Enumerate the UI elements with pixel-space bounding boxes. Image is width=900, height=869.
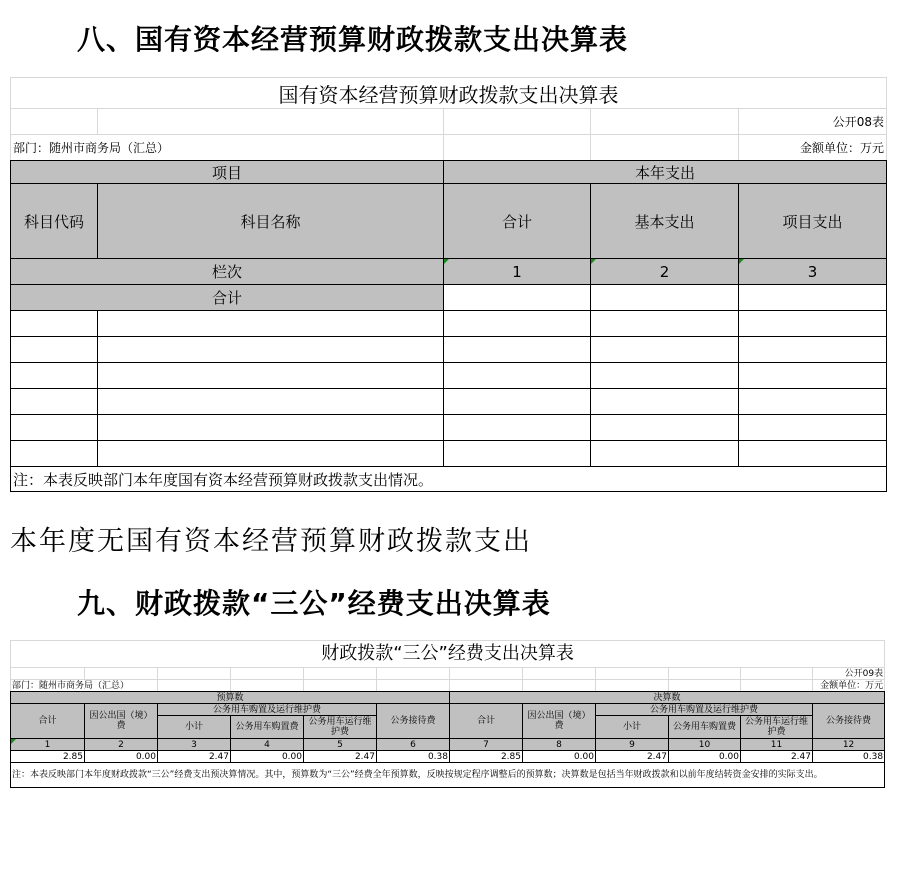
header-subject-name: 科目名称 [98, 184, 444, 259]
header-total: 合计 [11, 704, 85, 739]
value-cell: 2.47 [304, 751, 377, 763]
table-note: 注：本表反映部门本年度财政拨款“三公”经费支出预决算情况。其中，预算数为“三公”经费全年预算数，反映按规定程序调整后的预算数；决算数是包括当年财政拨款和以前年度结转资金安排的实际支出。 [11, 763, 885, 788]
table-row [11, 337, 887, 363]
column-index-1: 1 [444, 259, 591, 285]
column-index: 10 [669, 739, 741, 751]
column-index: 6 [377, 739, 450, 751]
header-vehicle: 公务用车购置及运行维护费 [158, 704, 377, 716]
column-index: 11 [741, 739, 813, 751]
section9-heading: 九、财政拨款“三公”经费支出决算表 [77, 587, 551, 620]
header-total: 合计 [444, 184, 591, 259]
header-annual-expense: 本年支出 [444, 161, 887, 184]
value-cell: 0.00 [523, 751, 596, 763]
column-index: 1 [11, 739, 85, 751]
header-vehicle-running: 公务用车运行维护费 [304, 716, 377, 739]
value-cell: 0.38 [377, 751, 450, 763]
column-index-3: 3 [739, 259, 887, 285]
header-final: 决算数 [450, 692, 885, 704]
table-row [11, 389, 887, 415]
header-vehicle-purchase: 公务用车购置费 [669, 716, 741, 739]
header-total: 合计 [450, 704, 523, 739]
column-index-label: 栏次 [11, 259, 444, 285]
column-index: 3 [158, 739, 231, 751]
table-row [11, 751, 885, 763]
amount-unit: 金额单位：万元 [739, 135, 887, 161]
column-index: 5 [304, 739, 377, 751]
state-capital-expense-table [10, 77, 887, 492]
value-cell: 2.85 [11, 751, 85, 763]
column-index: 8 [523, 739, 596, 751]
value-cell: 2.47 [741, 751, 813, 763]
value-cell: 0.00 [85, 751, 158, 763]
table-row [11, 441, 887, 467]
value-cell: 2.47 [596, 751, 669, 763]
value-cell: 0.38 [813, 751, 885, 763]
table-note: 注：本表反映部门本年度国有资本经营预算财政拨款支出情况。 [11, 467, 887, 492]
form-number: 公开08表 [739, 109, 887, 135]
column-index: 2 [85, 739, 158, 751]
table-title: 财政拨款“三公”经费支出决算表 [11, 641, 885, 668]
column-index: 12 [813, 739, 885, 751]
department: 部门：随州市商务局（汇总） [11, 680, 158, 692]
total-row-label: 合计 [11, 285, 444, 311]
value-cell: 2.47 [158, 751, 231, 763]
value-cell: 0.00 [669, 751, 741, 763]
column-index: 9 [596, 739, 669, 751]
header-vehicle: 公务用车购置及运行维护费 [596, 704, 813, 716]
header-basic: 基本支出 [591, 184, 739, 259]
header-subject-code: 科目代码 [11, 184, 98, 259]
header-budget: 预算数 [11, 692, 450, 704]
column-index-2: 2 [591, 259, 739, 285]
department: 部门：随州市商务局（汇总） [11, 135, 444, 161]
header-reception: 公务接待费 [813, 704, 885, 739]
amount-unit: 金额单位：万元 [813, 680, 885, 692]
three-public-expense-table [10, 640, 885, 788]
column-index: 4 [231, 739, 304, 751]
value-cell: 0.00 [231, 751, 304, 763]
header-vehicle-running: 公务用车运行维护费 [741, 716, 813, 739]
table-row [11, 363, 887, 389]
header-abroad: 因公出国（境）费 [523, 704, 596, 739]
header-reception: 公务接待费 [377, 704, 450, 739]
value-cell: 2.85 [450, 751, 523, 763]
header-abroad: 因公出国（境）费 [85, 704, 158, 739]
form-number: 公开09表 [813, 668, 885, 680]
header-subtotal: 小计 [596, 716, 669, 739]
header-vehicle-purchase: 公务用车购置费 [231, 716, 304, 739]
header-item: 项目 [11, 161, 444, 184]
header-subtotal: 小计 [158, 716, 231, 739]
table-row [11, 415, 887, 441]
header-project: 项目支出 [739, 184, 887, 259]
column-index: 7 [450, 739, 523, 751]
section8-heading: 八、国有资本经营预算财政拨款支出决算表 [77, 23, 629, 56]
table-row [11, 311, 887, 337]
no-expense-statement: 本年度无国有资本经营预算财政拨款支出 [10, 526, 532, 557]
table-title: 国有资本经营预算财政拨款支出决算表 [11, 78, 887, 109]
